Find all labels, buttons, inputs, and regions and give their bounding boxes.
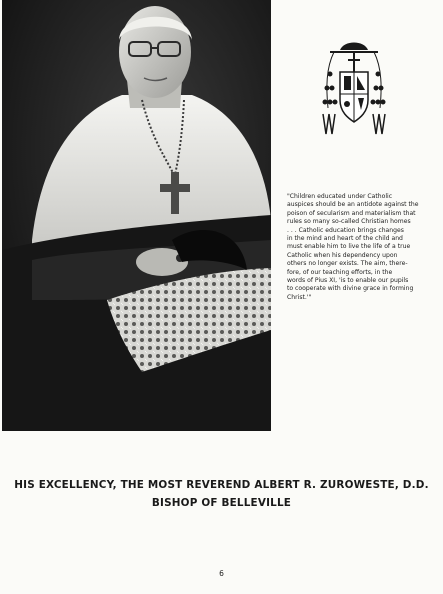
caption-title: HIS EXCELLENCY, THE MOST REVEREND ALBERT R. ZUROWESTE, D.D. bbox=[14, 479, 429, 491]
page-number: 6 bbox=[219, 569, 224, 578]
bishop-portrait-photo bbox=[2, 0, 271, 431]
caption-subtitle: BISHOP OF BELLEVILLE bbox=[151, 497, 292, 509]
episcopal-coat-of-arms bbox=[320, 38, 388, 140]
bishop-quote: "Children educated under Catholic auspices should be an antidote against the poison of secularism and materialism that rules so many so-called Christian homes . . . Catholic education brings changes in the mind and heart of the child and must enable him to live the life of a true Catholic when his dependency upon others no longer exists. The aim, there- fore, of our teaching efforts, in the words of Pius XI, 'is to enable our pupils to cooperate with divine grace in forming Christ.'" bbox=[287, 193, 419, 301]
